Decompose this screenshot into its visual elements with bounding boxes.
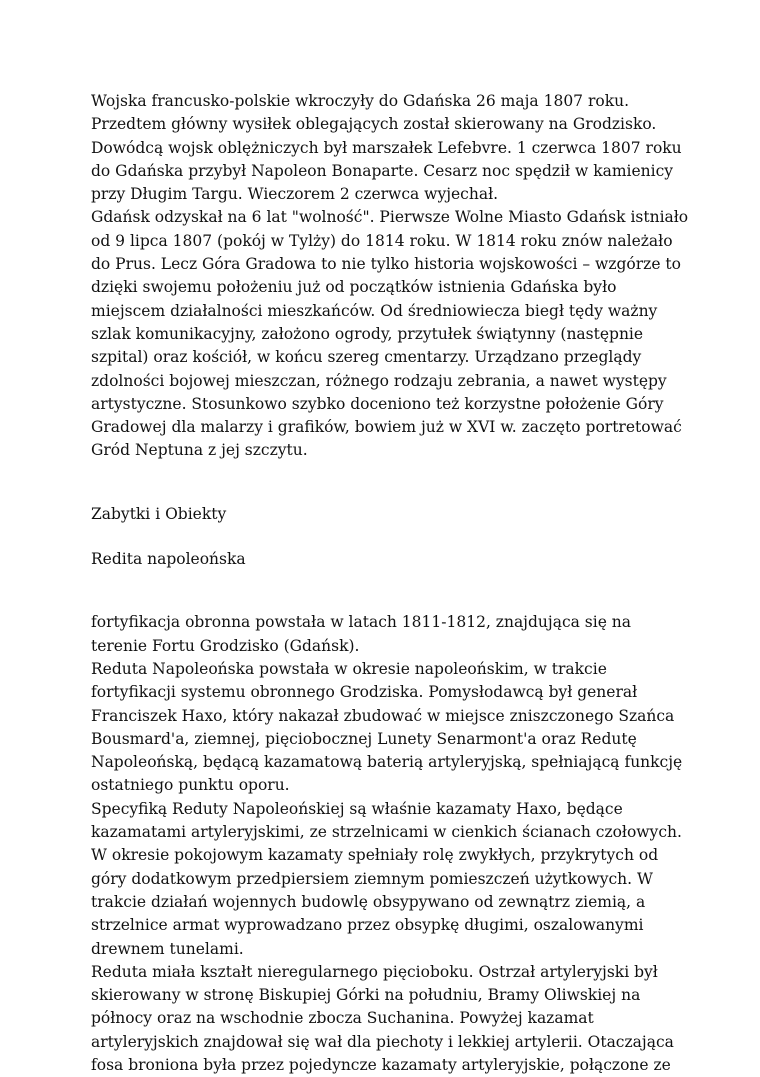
text-line: Gród Neptuna z jej szczytu.: [91, 441, 308, 460]
text-line: fosa broniona była przez pojedyncze kazamaty artyleryjskie, połączone ze: [91, 1055, 671, 1074]
text-line: Wojska francusko-polskie wkroczyły do Gdańska 26 maja 1807 roku.: [91, 92, 630, 110]
text-line: Bousmard'a, ziemnej, pięciobocznej Lunety Senarmont'a oraz Redutę: [91, 729, 637, 748]
spacer: [91, 571, 711, 611]
text-line: ostatniego punktu oporu.: [91, 776, 290, 795]
text-line: do Gdańska przybył Napoleon Bonaparte. Cesarz noc spędził w kamienicy: [91, 161, 674, 180]
text-line: artyleryjskich znajdował się wał dla piechoty i lekkiej artylerii. Otaczająca: [91, 1032, 674, 1051]
text-line: trakcie działań wojennych budowlę obsypywano od zewnątrz ziemią, a: [91, 892, 646, 911]
text-line: północy oraz na wschodnie zbocza Suchanina. Powyżej kazamat: [91, 1009, 594, 1028]
text-line: fortyfikacji systemu obronnego Grodziska. Pomysłodawcą był generał: [91, 683, 638, 702]
text-line: drewnem tunelami.: [91, 939, 244, 958]
text-line: szpital) oraz kościół, w końcu szereg cmentarzy. Urządzano przeglądy: [91, 348, 642, 367]
text-line: skierowany w stronę Biskupiej Górki na południu, Bramy Oliwskiej na: [91, 986, 641, 1005]
text-line: strzelnice armat wyprowadzano przez obsypkę długimi, oszalowanymi: [91, 916, 644, 935]
text-line: Reduta miała kształt nieregularnego pięcioboku. Ostrzał artyleryjski był: [91, 962, 658, 981]
text-line: góry dodatkowym przedpiersiem ziemnym pomieszczeń użytkowych. W: [91, 869, 653, 888]
text-line: Specyfiką Reduty Napoleońskiej są właśnie kazamaty Haxo, będące: [91, 799, 623, 818]
text-line: kazamatami artyleryjskimi, ze strzelnicami w cienkich ścianach czołowych.: [91, 823, 682, 842]
spacer: [91, 526, 711, 548]
text-line: od 9 lipca 1807 (pokój w Tylży) do 1814 roku. W 1814 roku znów należało: [91, 231, 673, 250]
text-line: zdolności bojowej mieszczan, różnego rodzaju zebrania, a nawet występy: [91, 371, 667, 390]
text-line: Dowódcą wojsk oblężniczych był marszałek Lefebvre. 1 czerwca 1807 roku: [91, 138, 682, 157]
text-line: Napoleońską, będącą kazamatową baterią artyleryjską, spełniającą funkcję: [91, 753, 683, 772]
spacer: [91, 463, 711, 503]
text-line: Gradowej dla malarzy i grafików, bowiem już w XVI w. zaczęto portretować: [91, 418, 682, 437]
text-line: terenie Fortu Grodzisko (Gdańsk).: [91, 636, 360, 655]
text-line: dzięki swojemu położeniu już od początków istnienia Gdańska było: [91, 278, 617, 297]
text-line: szlak komunikacyjny, założono ogrody, przytułek świątynny (następnie: [91, 324, 644, 343]
text-line: do Prus. Lecz Góra Gradowa to nie tylko historia wojskowości – wzgórze to: [91, 255, 681, 274]
section-heading: Zabytki i Obiekty: [91, 504, 227, 523]
text-line: W okresie pokojowym kazamaty spełniały rolę zwykłych, przykrytych od: [91, 846, 659, 865]
text-line: miejscem działalności mieszkańców. Od średniowiecza biegł tędy ważny: [91, 301, 658, 320]
text-line: fortyfikacja obronna powstała w latach 1811-1812, znajdująca się na: [91, 613, 632, 632]
text-line: Franciszek Haxo, który nakazał zbudować w miejsce zniszczonego Szańca: [91, 706, 675, 725]
body-paragraph: [91, 611, 711, 1077]
text-line: artystyczne. Stosunkowo szybko doceniono też korzystne położenie Góry: [91, 394, 664, 413]
document-page: [91, 90, 711, 1077]
text-line: przy Długim Targu. Wieczorem 2 czerwca wyjechał.: [91, 185, 499, 204]
text-line: Gdańsk odzyskał na 6 lat "wolność". Pierwsze Wolne Miasto Gdańsk istniało: [91, 208, 689, 227]
subsection-heading: Redita napoleońska: [91, 550, 246, 569]
text-line: Reduta Napoleońska powstała w okresie napoleońskim, w trakcie: [91, 659, 607, 678]
intro-paragraph: [91, 90, 711, 463]
text-line: Przedtem główny wysiłek oblegających został skierowany na Grodzisko.: [91, 115, 657, 134]
